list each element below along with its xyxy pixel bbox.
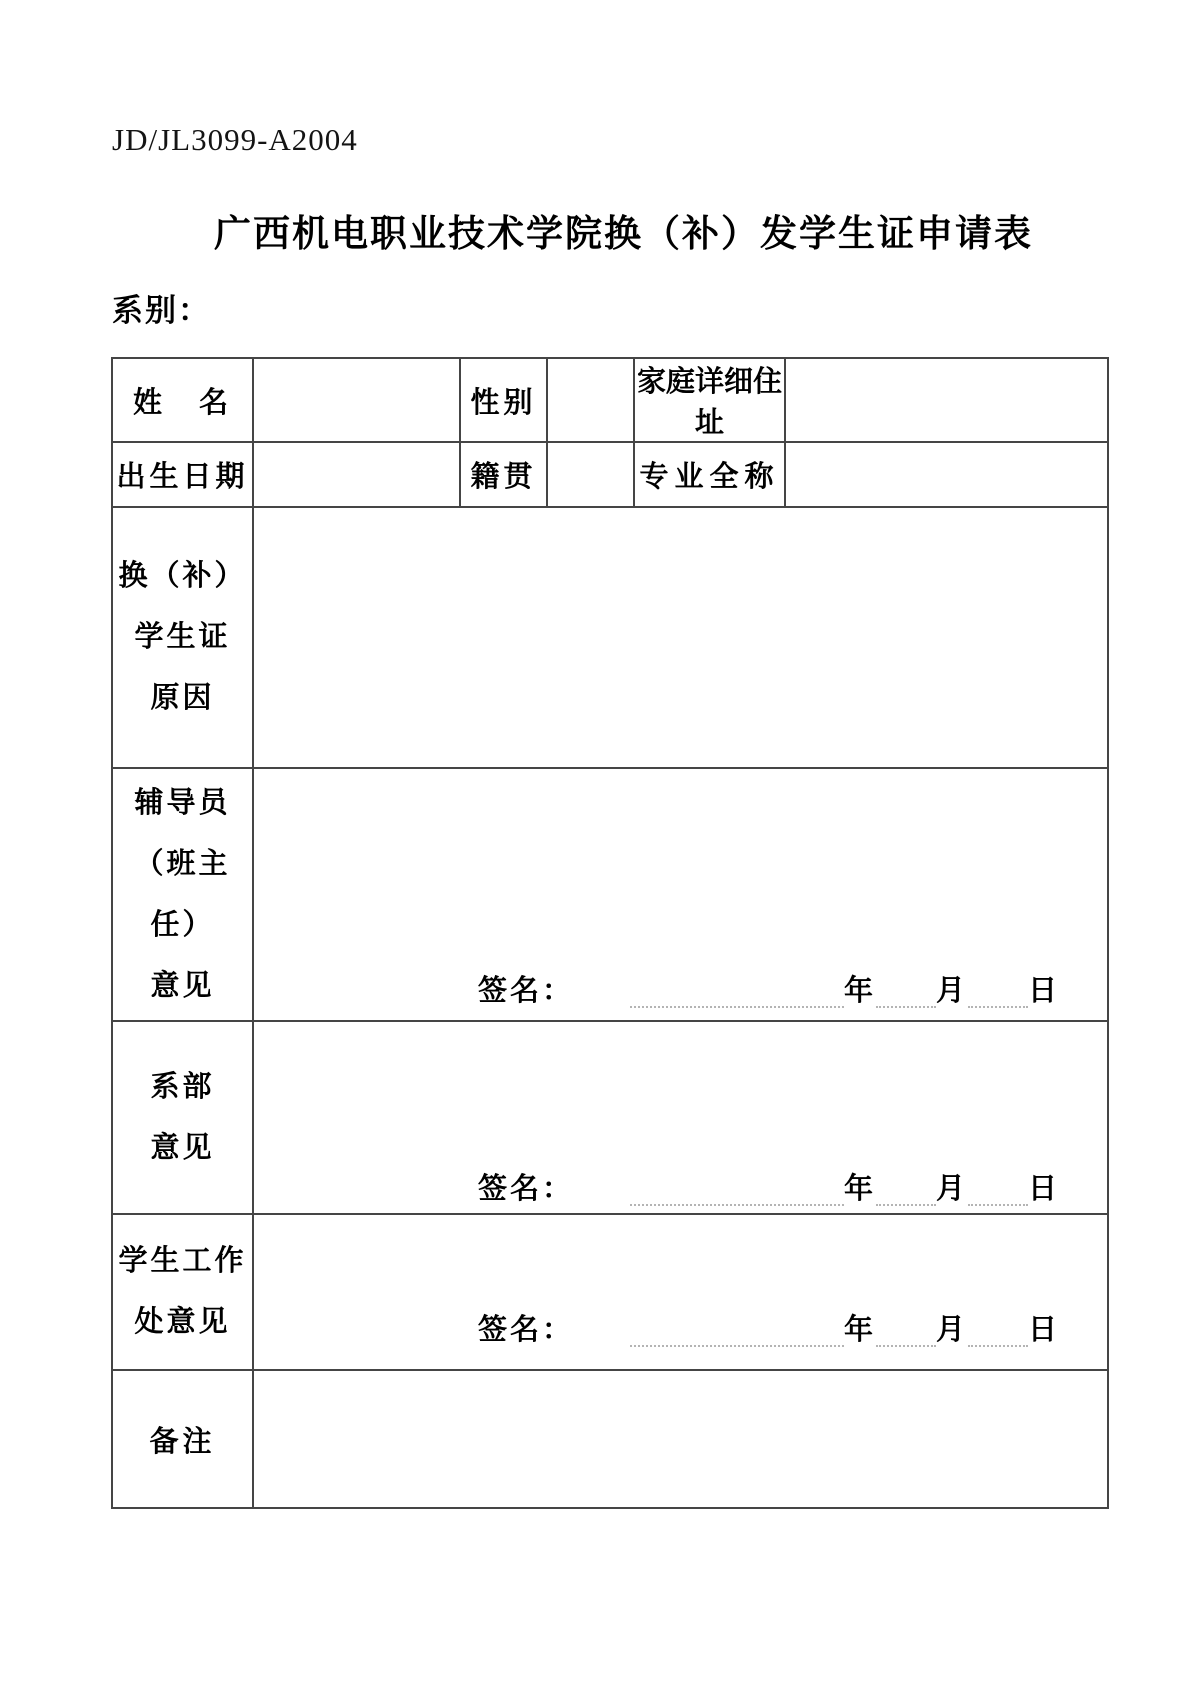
dept-opinion-label xyxy=(112,1021,253,1214)
page-title: 广西机电职业技术学院换（补）发学生证申请表 xyxy=(214,213,1033,254)
month-label: 月 xyxy=(936,1173,969,1205)
table-row xyxy=(112,768,1108,1021)
table-row xyxy=(112,1214,1108,1370)
counselor-label-line4: 意见 xyxy=(150,969,215,1002)
table-row xyxy=(112,1370,1108,1508)
signature-spacer xyxy=(574,1176,630,1206)
gender-label: 性别 xyxy=(460,358,547,442)
department-label: 系别： xyxy=(112,293,211,328)
month-dotted-line xyxy=(968,1315,1028,1347)
dept-signature-line xyxy=(254,1172,1107,1213)
signature-dotted-line xyxy=(630,1174,844,1206)
document-code: JD/JL3099-A2004 xyxy=(112,122,358,157)
day-label: 日 xyxy=(1028,1314,1061,1346)
major-label: 专业全称 xyxy=(634,442,785,507)
remark-label: 备注 xyxy=(112,1370,253,1508)
home-address-field[interactable] xyxy=(785,358,1108,442)
table-row xyxy=(112,507,1108,768)
counselor-label-line2: （班主 xyxy=(134,847,231,880)
table-row xyxy=(112,442,1108,507)
signature-dotted-line xyxy=(630,1315,844,1347)
student-affairs-signature-line xyxy=(254,1313,1107,1369)
month-dotted-line xyxy=(968,976,1028,1008)
signature-dotted-line xyxy=(630,976,844,1008)
native-place-field[interactable] xyxy=(547,442,634,507)
student-affairs-label-line1: 学生工作 xyxy=(118,1245,247,1277)
day-label: 日 xyxy=(1028,975,1061,1007)
signature-label: 签名： xyxy=(478,1173,575,1205)
counselor-signature-line xyxy=(254,974,1107,1020)
year-label: 年 xyxy=(844,1173,877,1205)
year-label: 年 xyxy=(844,975,877,1007)
day-label: 日 xyxy=(1028,1173,1061,1205)
reason-label-line3: 原因 xyxy=(150,682,215,714)
major-field[interactable] xyxy=(785,442,1108,507)
counselor-opinion-label xyxy=(112,768,253,1021)
name-field[interactable] xyxy=(253,358,460,442)
signature-label: 签名： xyxy=(478,975,575,1007)
signature-label: 签名： xyxy=(478,1314,575,1346)
year-dotted-line xyxy=(876,1315,936,1347)
year-dotted-line xyxy=(876,1174,936,1206)
birth-date-label: 出生日期 xyxy=(112,442,253,507)
month-dotted-line xyxy=(968,1174,1028,1206)
year-label: 年 xyxy=(844,1314,877,1346)
birth-date-field[interactable] xyxy=(253,442,460,507)
month-label: 月 xyxy=(936,1314,969,1346)
counselor-opinion-field[interactable] xyxy=(253,768,1108,1021)
gender-field[interactable] xyxy=(547,358,634,442)
year-dotted-line xyxy=(876,976,936,1008)
reason-label xyxy=(112,507,253,768)
counselor-label-line3: 任） xyxy=(150,908,215,941)
signature-spacer xyxy=(574,978,630,1008)
reason-label-line1: 换（补） xyxy=(118,560,247,592)
remark-field[interactable] xyxy=(253,1370,1108,1508)
dept-opinion-field[interactable] xyxy=(253,1021,1108,1214)
reason-field[interactable] xyxy=(253,507,1108,768)
native-place-label: 籍贯 xyxy=(460,442,547,507)
student-affairs-opinion-label xyxy=(112,1214,253,1370)
name-label: 姓 名 xyxy=(112,358,253,442)
table-row xyxy=(112,358,1108,442)
home-address-label: 家庭详细住址 xyxy=(634,358,785,442)
month-label: 月 xyxy=(936,975,969,1007)
table-row xyxy=(112,1021,1108,1214)
student-affairs-label-line2: 处意见 xyxy=(134,1306,231,1338)
application-table xyxy=(111,357,1109,1509)
student-affairs-opinion-field[interactable] xyxy=(253,1214,1108,1370)
signature-spacer xyxy=(574,1317,630,1347)
dept-label-line1: 系部 xyxy=(150,1070,215,1103)
reason-label-line2: 学生证 xyxy=(134,621,231,653)
counselor-label-line1: 辅导员 xyxy=(134,786,231,819)
dept-label-line2: 意见 xyxy=(150,1131,215,1164)
